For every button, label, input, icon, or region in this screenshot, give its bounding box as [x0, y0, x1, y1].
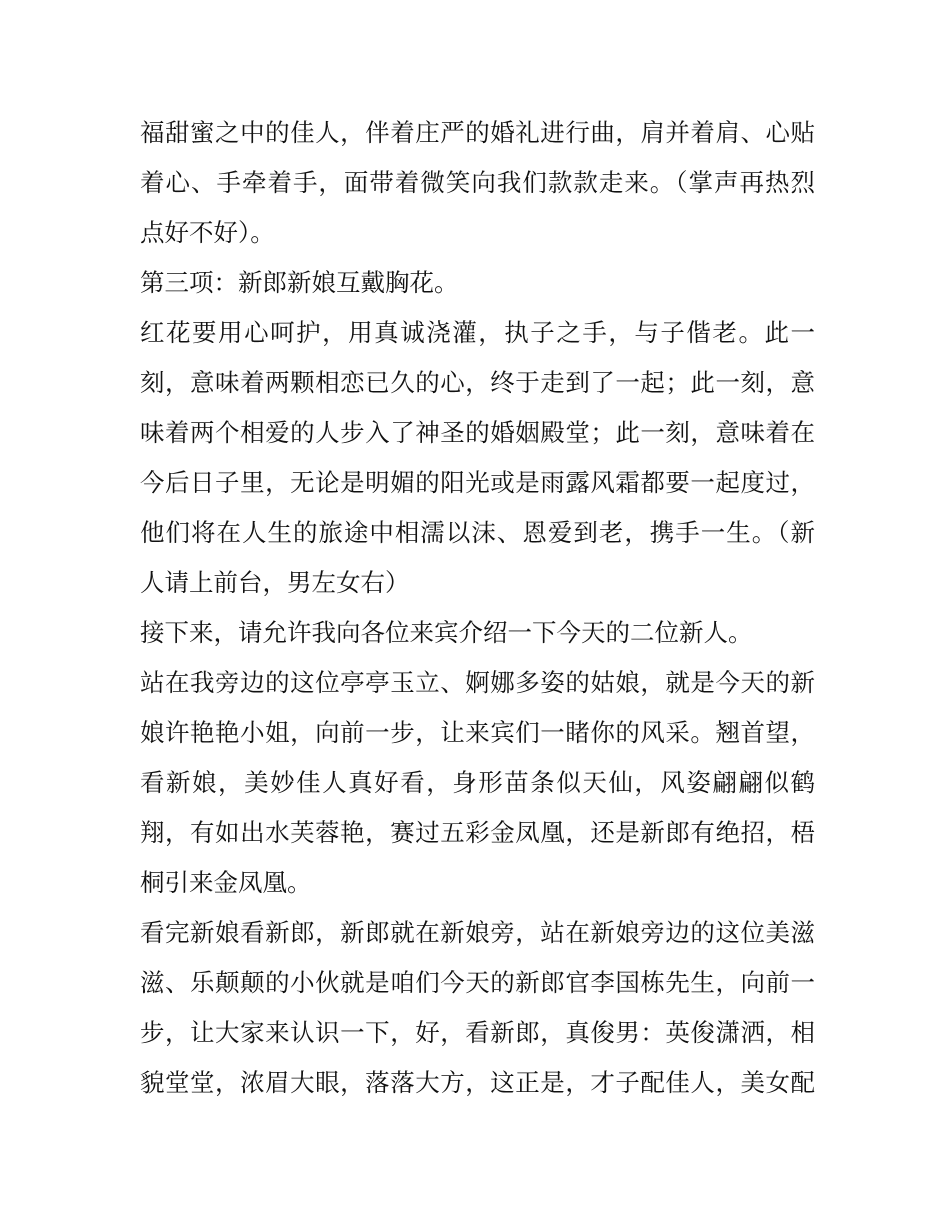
text-line: 着心、手牵着手，面带着微笑向我们款款走来。（掌声再热烈 — [140, 168, 815, 197]
text-line: 滋、乐颠颠的小伙就是咱们今天的新郎官李国栋先生，向前一 — [140, 968, 815, 997]
text-line: 站在我旁边的这位亭亭玉立、婀娜多姿的姑娘，就是今天的新 — [140, 668, 815, 697]
text-line: 桐引来金凤凰。 — [140, 868, 312, 897]
text-line: 人请上前台，男左女右） — [140, 568, 410, 597]
text-line: 貌堂堂，浓眉大眼，落落大方，这正是，才子配佳人，美女配 — [140, 1068, 815, 1097]
text-line: 他们将在人生的旅途中相濡以沫、恩爱到老，携手一生。（新 — [140, 518, 815, 547]
text-line: 点好不好）。 — [140, 218, 275, 247]
text-line: 看新娘，美妙佳人真好看，身形苗条似天仙，风姿翩翩似鹤 — [140, 768, 815, 797]
text-line: 步，让大家来认识一下，好，看新郎，真俊男：英俊潇洒，相 — [140, 1018, 815, 1047]
text-line: 刻，意味着两颗相恋已久的心，终于走到了一起；此一刻，意 — [140, 368, 815, 397]
section-heading: 第三项：新郎新娘互戴胸花。 — [140, 268, 459, 297]
document-body — [140, 108, 815, 1108]
text-line: 福甜蜜之中的佳人，伴着庄严的婚礼进行曲，肩并着肩、心贴 — [140, 118, 815, 147]
text-line: 看完新娘看新郎，新郎就在新娘旁，站在新娘旁边的这位美滋 — [140, 918, 815, 947]
text-line: 今后日子里，无论是明媚的阳光或是雨露风霜都要一起度过， — [140, 468, 815, 497]
text-line: 红花要用心呵护，用真诚浇灌，执子之手，与子偕老。此一 — [140, 318, 815, 347]
text-line: 娘许艳艳小姐，向前一步，让来宾们一睹你的风采。翘首望， — [140, 718, 815, 747]
text-line: 接下来，请允许我向各位来宾介绍一下今天的二位新人。 — [140, 618, 753, 647]
text-line: 翔，有如出水芙蓉艳，赛过五彩金凤凰，还是新郎有绝招，梧 — [140, 818, 815, 847]
text-line: 味着两个相爱的人步入了神圣的婚姻殿堂；此一刻，意味着在 — [140, 418, 815, 447]
